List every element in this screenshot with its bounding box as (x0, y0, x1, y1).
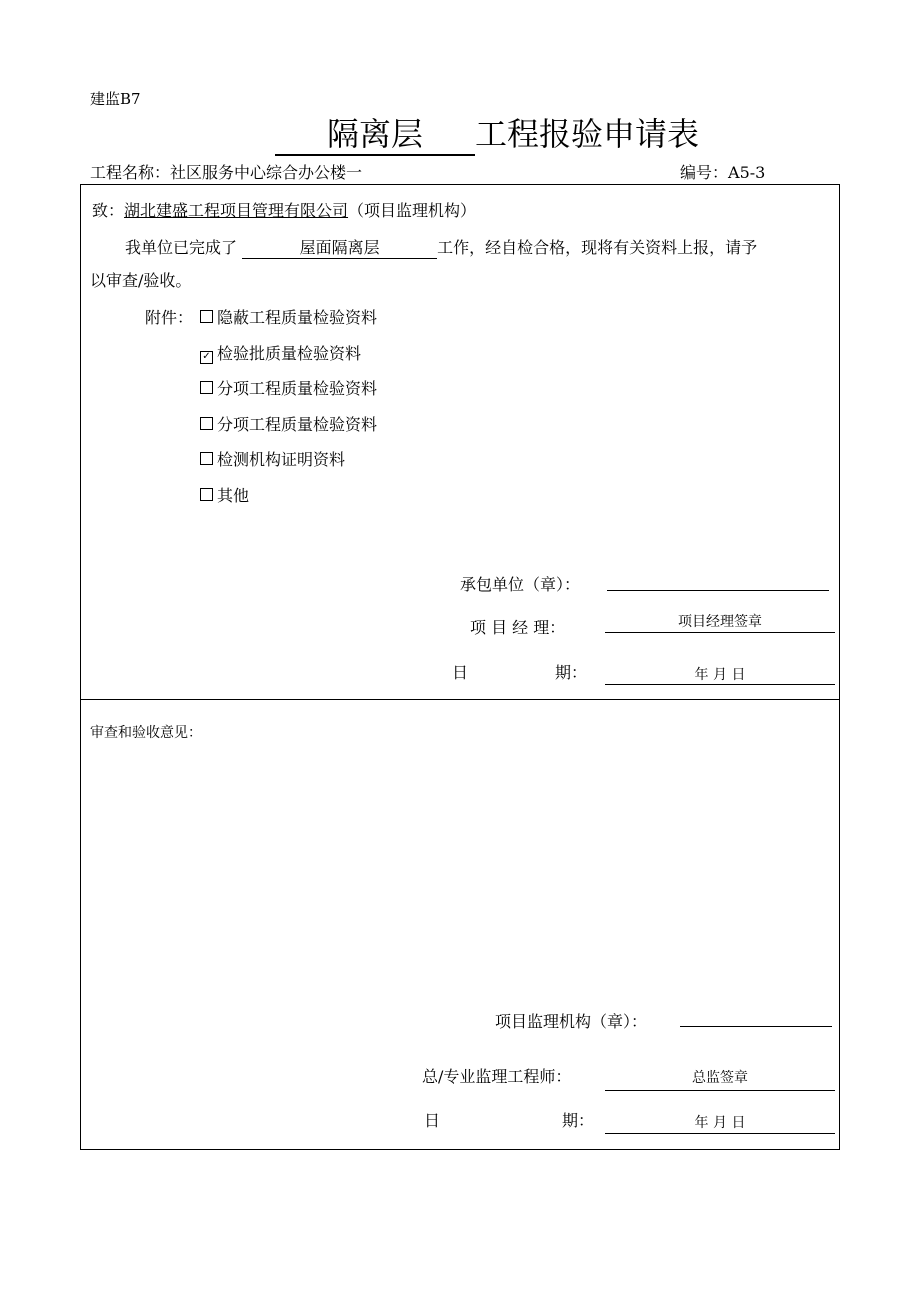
checkbox[interactable] (200, 488, 213, 501)
review-date: 年 月 日 (694, 1115, 746, 1131)
attachment-item[interactable] (200, 305, 377, 328)
supervision-label: 项目监理机构（章）： (495, 1012, 648, 1031)
attachment-item[interactable] (200, 483, 249, 506)
review-opinion-label: 审查和验收意见： (90, 725, 202, 741)
review-date-line[interactable] (605, 1133, 835, 1134)
attachment-item[interactable] (200, 376, 377, 399)
title-main: 工程报验申请表 (475, 115, 700, 153)
attachment-label: 检测机构证明资料 (217, 450, 346, 469)
attachment-item[interactable] (200, 341, 361, 364)
statement-before: 我单位已完成了 (125, 238, 238, 257)
application-date: 年 月 日 (694, 667, 746, 683)
manager-signature: 项目经理签章 (678, 614, 762, 630)
checkbox[interactable] (200, 310, 213, 323)
review-date-label-left: 日 (424, 1111, 441, 1130)
statement-line-1 (125, 235, 757, 259)
attachment-label: 分项工程质量检验资料 (217, 379, 378, 398)
project-name: 社区服务中心综合办公楼一 (170, 163, 363, 182)
date-label-left: 日 (452, 663, 469, 682)
date-label-right: 期： (555, 663, 588, 682)
contractor-signature-line[interactable] (607, 590, 829, 591)
number-value: A5-3 (728, 163, 766, 182)
contractor-label: 承包单位（章）： (460, 575, 581, 594)
review-date-label-right: 期： (562, 1111, 595, 1130)
statement-line-2: 以审查/验收。 (90, 271, 192, 290)
attachment-item[interactable] (200, 447, 345, 470)
work-item-field: 屋面隔离层 (242, 235, 437, 259)
attachment-label: 分项工程质量检验资料 (217, 415, 378, 434)
number-label: 编号： (680, 163, 729, 182)
checkbox[interactable] (200, 417, 213, 430)
project-label: 工程名称： (90, 163, 171, 182)
checkbox-checked[interactable]: ✓ (200, 351, 213, 364)
attachment-label: 检验批质量检验资料 (217, 344, 362, 363)
title-blank-field: 隔离层 (275, 112, 475, 156)
form-code: 建监B7 (90, 90, 141, 108)
engineer-signature-line[interactable] (605, 1090, 835, 1091)
recipient-name: 湖北建盛工程项目管理有限公司 (124, 201, 349, 220)
engineer-signature: 总监签章 (692, 1070, 748, 1086)
attachment-label: 隐蔽工程质量检验资料 (217, 308, 378, 327)
manager-label: 项 目 经 理： (470, 618, 566, 637)
checkbox[interactable] (200, 452, 213, 465)
attachments-label: 附件： (145, 308, 194, 327)
form-number-row (680, 160, 765, 183)
attachment-label: 其他 (217, 486, 250, 505)
attachment-item[interactable] (200, 412, 377, 435)
recipient-line (92, 198, 476, 221)
checkbox[interactable] (200, 381, 213, 394)
supervision-signature-line[interactable] (680, 1026, 832, 1027)
application-date-line[interactable] (605, 684, 835, 685)
statement-after: 工作，经自检合格，现将有关资料上报，请予 (437, 238, 758, 257)
manager-signature-line[interactable] (605, 632, 835, 633)
to-prefix: 致： (92, 201, 125, 220)
page-title (275, 112, 699, 156)
project-name-row (90, 160, 362, 183)
engineer-label: 总/专业监理工程师： (422, 1067, 572, 1086)
recipient-suffix: （项目监理机构） (348, 201, 477, 220)
